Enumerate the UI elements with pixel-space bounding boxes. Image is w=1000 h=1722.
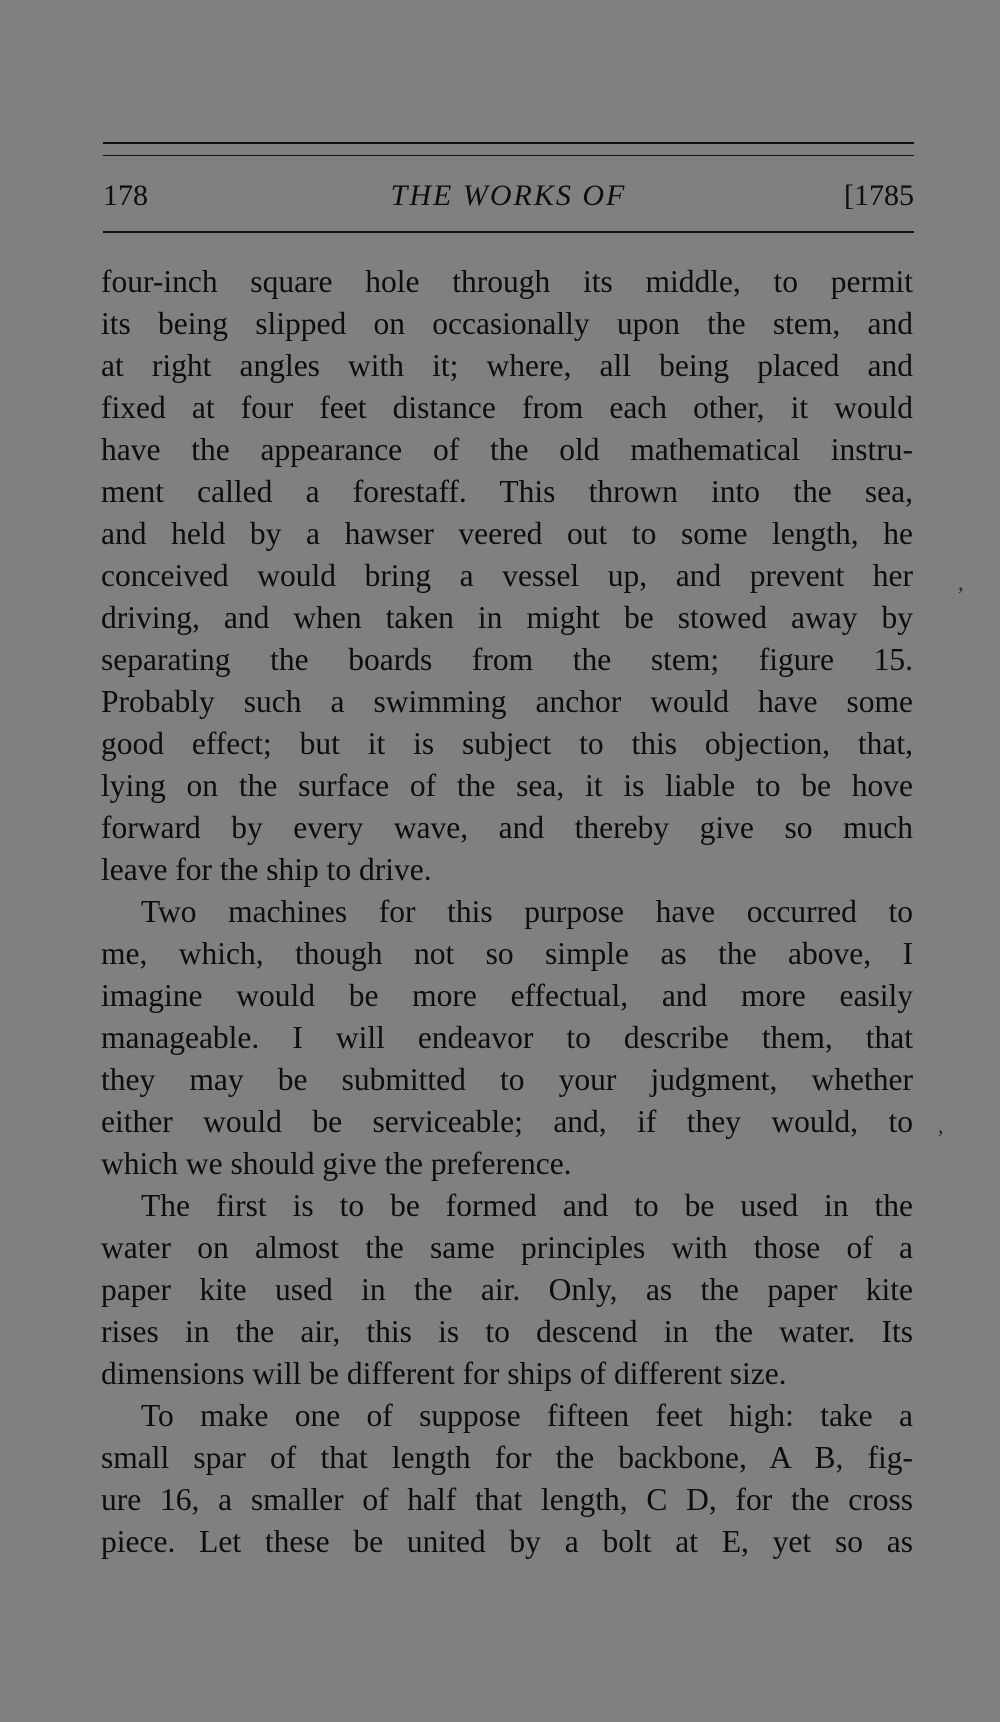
text-line: its being slipped on occasionally upon the stem, and <box>101 306 913 341</box>
text-line: manageable. I will endeavor to describe them, that <box>101 1020 913 1055</box>
text-line: imagine would be more effectual, and more easily <box>101 978 913 1013</box>
text-line: and held by a hawser veered out to some length, he <box>101 516 913 551</box>
text-line: dimensions will be different for ships of different size. <box>101 1356 787 1391</box>
text-line: driving, and when taken in might be stowed away by <box>101 600 913 635</box>
text-line: water on almost the same principles with those of a <box>101 1230 913 1265</box>
text-line: To make one of suppose fifteen feet high: take a <box>141 1398 913 1433</box>
body-text <box>101 261 913 1563</box>
text-line: small spar of that length for the backbone, A B, fig- <box>101 1440 913 1475</box>
text-line: ure 16, a smaller of half that length, C D, for the cross <box>101 1482 913 1517</box>
text-line: four-inch square hole through its middle, to permit <box>101 264 913 299</box>
running-title: THE WORKS OF <box>390 179 627 212</box>
text-line: either would be serviceable; and, if they would, to <box>101 1104 913 1139</box>
text-line: Two machines for this purpose have occurred to <box>141 894 913 929</box>
text-line: fixed at four feet distance from each other, it would <box>101 390 913 425</box>
text-line: piece. Let these be united by a bolt at E, yet so as <box>101 1524 913 1559</box>
text-line: conceived would bring a vessel up, and prevent her <box>101 558 913 593</box>
text-line: they may be submitted to your judgment, whether <box>101 1062 913 1097</box>
text-line: forward by every wave, and thereby give so much <box>101 810 913 845</box>
header-rule-bottom <box>103 231 914 233</box>
text-line: have the appearance of the old mathematical instru- <box>101 432 913 467</box>
text-line: at right angles with it; where, all being placed and <box>101 348 913 383</box>
text-line: lying on the surface of the sea, it is liable to be hove <box>101 768 913 803</box>
text-line: rises in the air, this is to descend in the water. Its <box>101 1314 913 1349</box>
year-marker: [1785 <box>844 179 914 212</box>
margin-mark: , <box>958 570 964 595</box>
page-number: 178 <box>103 179 148 212</box>
header-rule-inner <box>103 155 914 156</box>
text-line: paper kite used in the air. Only, as the paper kite <box>101 1272 913 1307</box>
text-line: separating the boards from the stem; figure 15. <box>101 642 913 677</box>
text-line: which we should give the preference. <box>101 1146 572 1181</box>
text-line: The first is to be formed and to be used in the <box>141 1188 913 1223</box>
margin-mark: , <box>938 1113 944 1138</box>
text-line: good effect; but it is subject to this objection, that, <box>101 726 913 761</box>
text-line: me, which, though not so simple as the above, I <box>101 936 913 971</box>
running-head <box>103 176 914 216</box>
header-rule-top <box>103 142 914 144</box>
text-line: ment called a forestaff. This thrown into the sea, <box>101 474 913 509</box>
text-line: Probably such a swimming anchor would have some <box>101 684 913 719</box>
text-line: leave for the ship to drive. <box>101 852 432 887</box>
